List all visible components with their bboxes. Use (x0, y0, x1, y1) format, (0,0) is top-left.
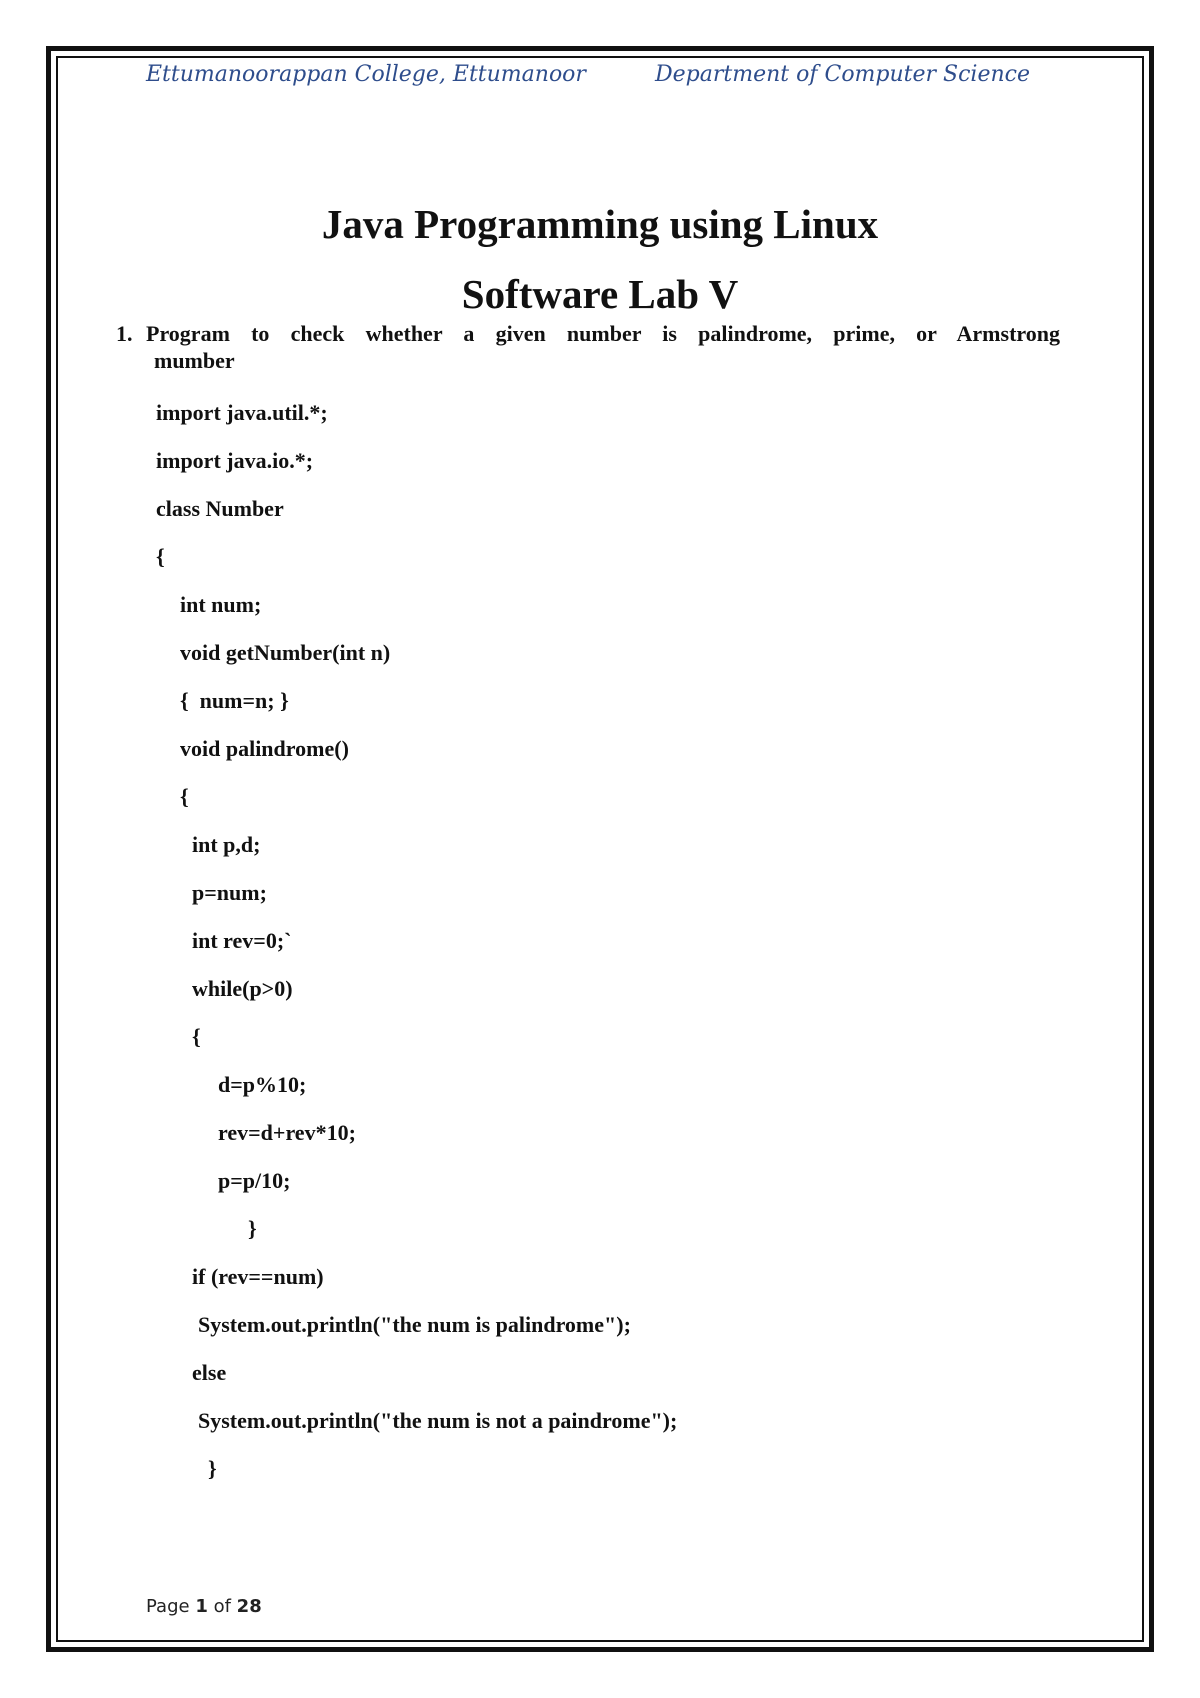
code-line: } (208, 1456, 217, 1481)
code-line: else (192, 1360, 227, 1385)
question-1 (116, 320, 1060, 374)
code-line: p=p/10; (218, 1168, 291, 1193)
header-college: Ettumanoorappan College, Ettumanoor (146, 62, 586, 87)
code-line: System.out.println("the num is palindrome"); (198, 1312, 631, 1337)
footer-page-word: Page (146, 1596, 190, 1617)
code-line: { (192, 1024, 201, 1049)
code-line: System.out.println("the num is not a paindrome"); (198, 1408, 678, 1433)
code-line: d=p%10; (218, 1072, 307, 1097)
header-department: Department of Computer Science (655, 62, 1030, 87)
document-title: Java Programming using Linux (321, 201, 879, 247)
code-line: class Number (156, 496, 284, 521)
code-line: void getNumber(int n) (180, 640, 391, 665)
footer-of-word: of (213, 1596, 231, 1617)
question-number: 1. (116, 321, 133, 346)
code-line: p=num; (192, 880, 267, 905)
footer-total-pages: 28 (236, 1596, 262, 1617)
code-line: import java.util.*; (156, 400, 328, 425)
question-text-line-2: mumber (154, 348, 235, 373)
footer-page-number: 1 (195, 1596, 208, 1617)
code-line: { (156, 544, 165, 569)
question-text-line-1: Program to check whether a given number is palindrome, prime, or Armstrong (146, 321, 1060, 346)
page-footer (146, 1596, 262, 1617)
code-line: } (248, 1216, 257, 1241)
code-line: int p,d; (192, 832, 261, 857)
document-subtitle: Software Lab V (461, 271, 739, 317)
code-line: rev=d+rev*10; (218, 1120, 356, 1145)
code-line: import java.io.*; (156, 448, 314, 473)
code-line: void palindrome() (180, 736, 349, 761)
code-line: { (180, 784, 189, 809)
code-line: int rev=0;` (192, 928, 292, 953)
code-line: int num; (180, 592, 262, 617)
question-text (146, 320, 1060, 374)
code-line: if (rev==num) (192, 1264, 324, 1289)
code-line: { num=n; } (180, 688, 289, 713)
code-line: while(p>0) (192, 976, 293, 1001)
